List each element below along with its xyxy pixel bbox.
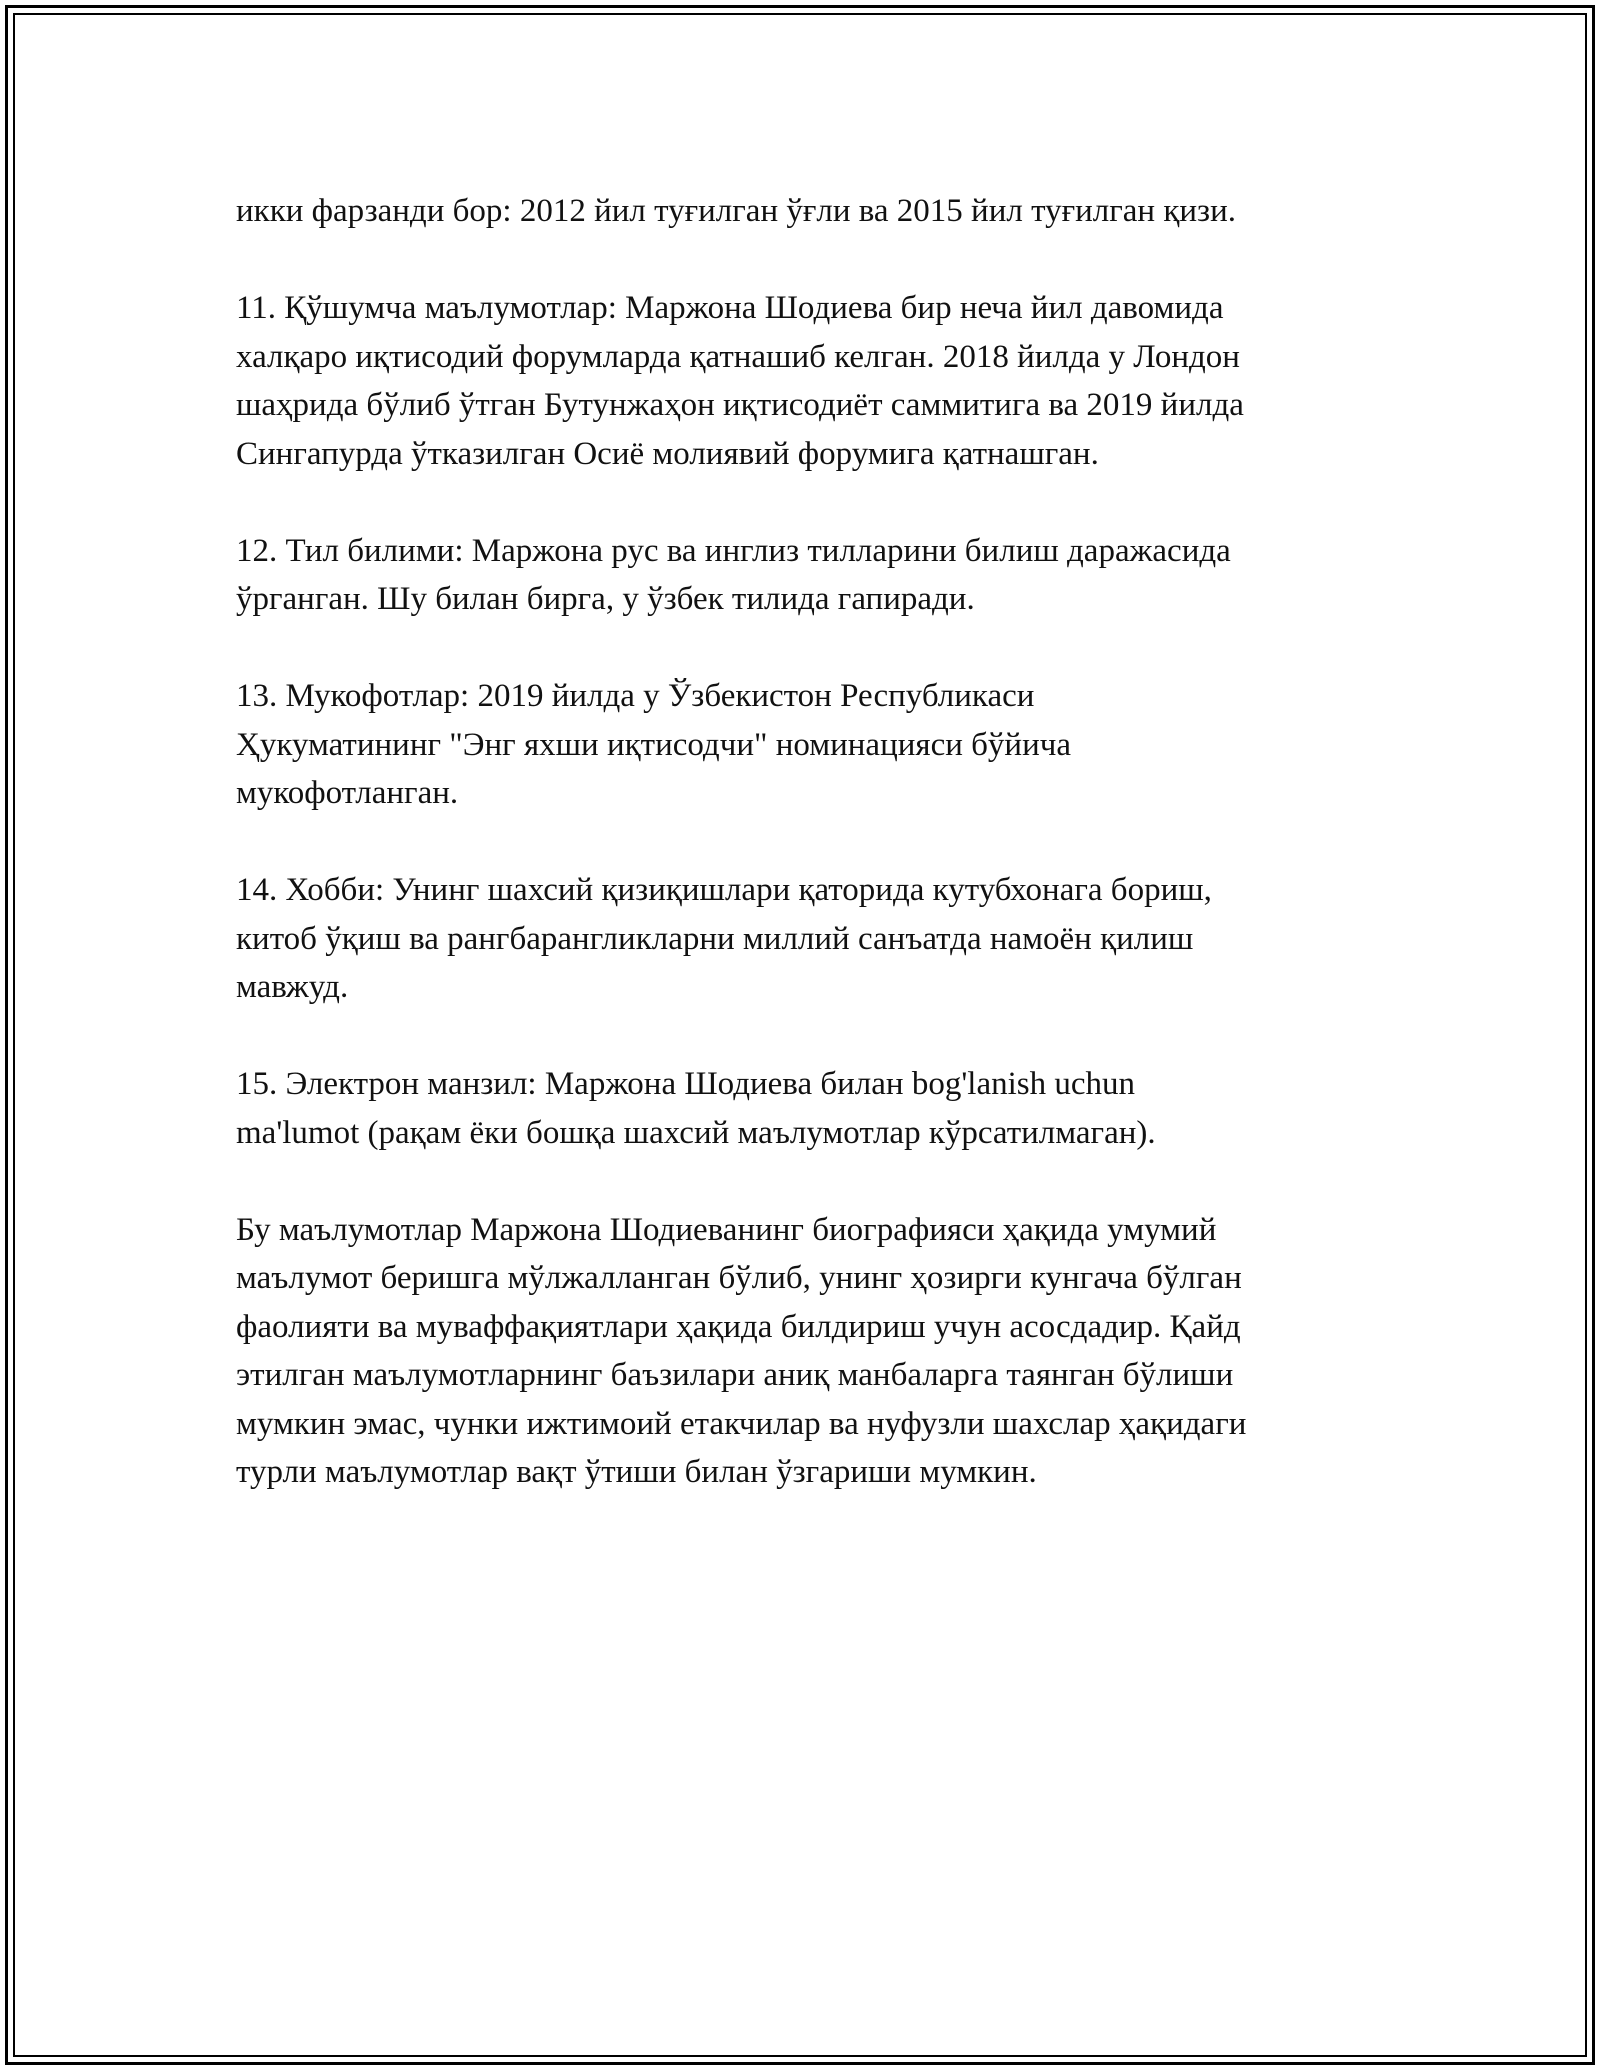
text-line: 12. Тил билими: Маржона рус ва инглиз тилларини билиш даражасида [236,532,1231,569]
paragraph-hobby [236,866,1376,1012]
text-line: Бу маълумотлар Маржона Шодиеванинг биографияси ҳақида умумий [236,1211,1217,1248]
text-line: халқаро иқтисодий форумларда қатнашиб келган. 2018 йилда у Лондон [236,338,1240,375]
paragraph-awards [236,672,1376,818]
text-line: мавжуд. [236,969,349,1005]
text-line: 13. Мукофотлар: 2019 йилда у Ўзбекистон Республикаси [236,678,1035,714]
text-line: 11. Қўшумча маълумотлар: Маржона Шодиева бир неча йил давомида [236,290,1224,326]
text-line: турли маълумотлар вақт ўтиши билан ўзгариши мумкин. [236,1454,1037,1490]
paragraph-additional-info [236,284,1376,478]
text-line: фаолияти ва муваффақиятлари ҳақида билдириш учун асосдадир. Қайд [236,1308,1241,1345]
paragraph-children [236,187,1376,236]
text-line: Сингапурда ўтказилган Осиё молиявий форумига қатнашган. [236,435,1099,472]
text-line: ma'lumot (рақам ёки бошқа шахсий маълумотлар кўрсатилмаган). [236,1114,1156,1151]
text-line: икки фарзанди бор: 2012 йил туғилган ўғли ва 2015 йил туғилган қизи. [236,193,1236,229]
paragraph-summary [236,1206,1376,1497]
paragraph-email [236,1060,1376,1157]
text-line: 15. Электрон манзил: Маржона Шодиева билан bog'lanish uchun [236,1066,1135,1102]
text-line: Ҳукуматининг "Энг яхши иқтисодчи" номинацияси бўйича [236,726,1071,763]
text-line: 14. Хобби: Унинг шахсий қизиқишлари қаторида кутубхонага бориш, [236,872,1212,908]
text-line: маълумот беришга мўлжалланган бўлиб, унинг ҳозирги кунгача бўлган [236,1260,1242,1296]
text-line: мумкин эмас, чунки ижтимоий етакчилар ва нуфузли шахслар ҳақидаги [236,1405,1247,1442]
paragraph-languages [236,527,1376,624]
text-line: китоб ўқиш ва рангбарангликларни миллий санъатда намоён қилиш [236,920,1194,957]
text-line: этилган маълумотларнинг баъзилари аниқ манбаларга таянган бўлиши [236,1357,1234,1393]
document-body [236,187,1376,1545]
text-line: шаҳрида бўлиб ўтган Бутунжаҳон иқтисодиёт саммитига ва 2019 йилда [236,387,1244,423]
text-line: ўрганган. Шу билан бирга, у ўзбек тилида гапиради. [236,581,975,617]
text-line: мукофотланган. [236,775,459,811]
